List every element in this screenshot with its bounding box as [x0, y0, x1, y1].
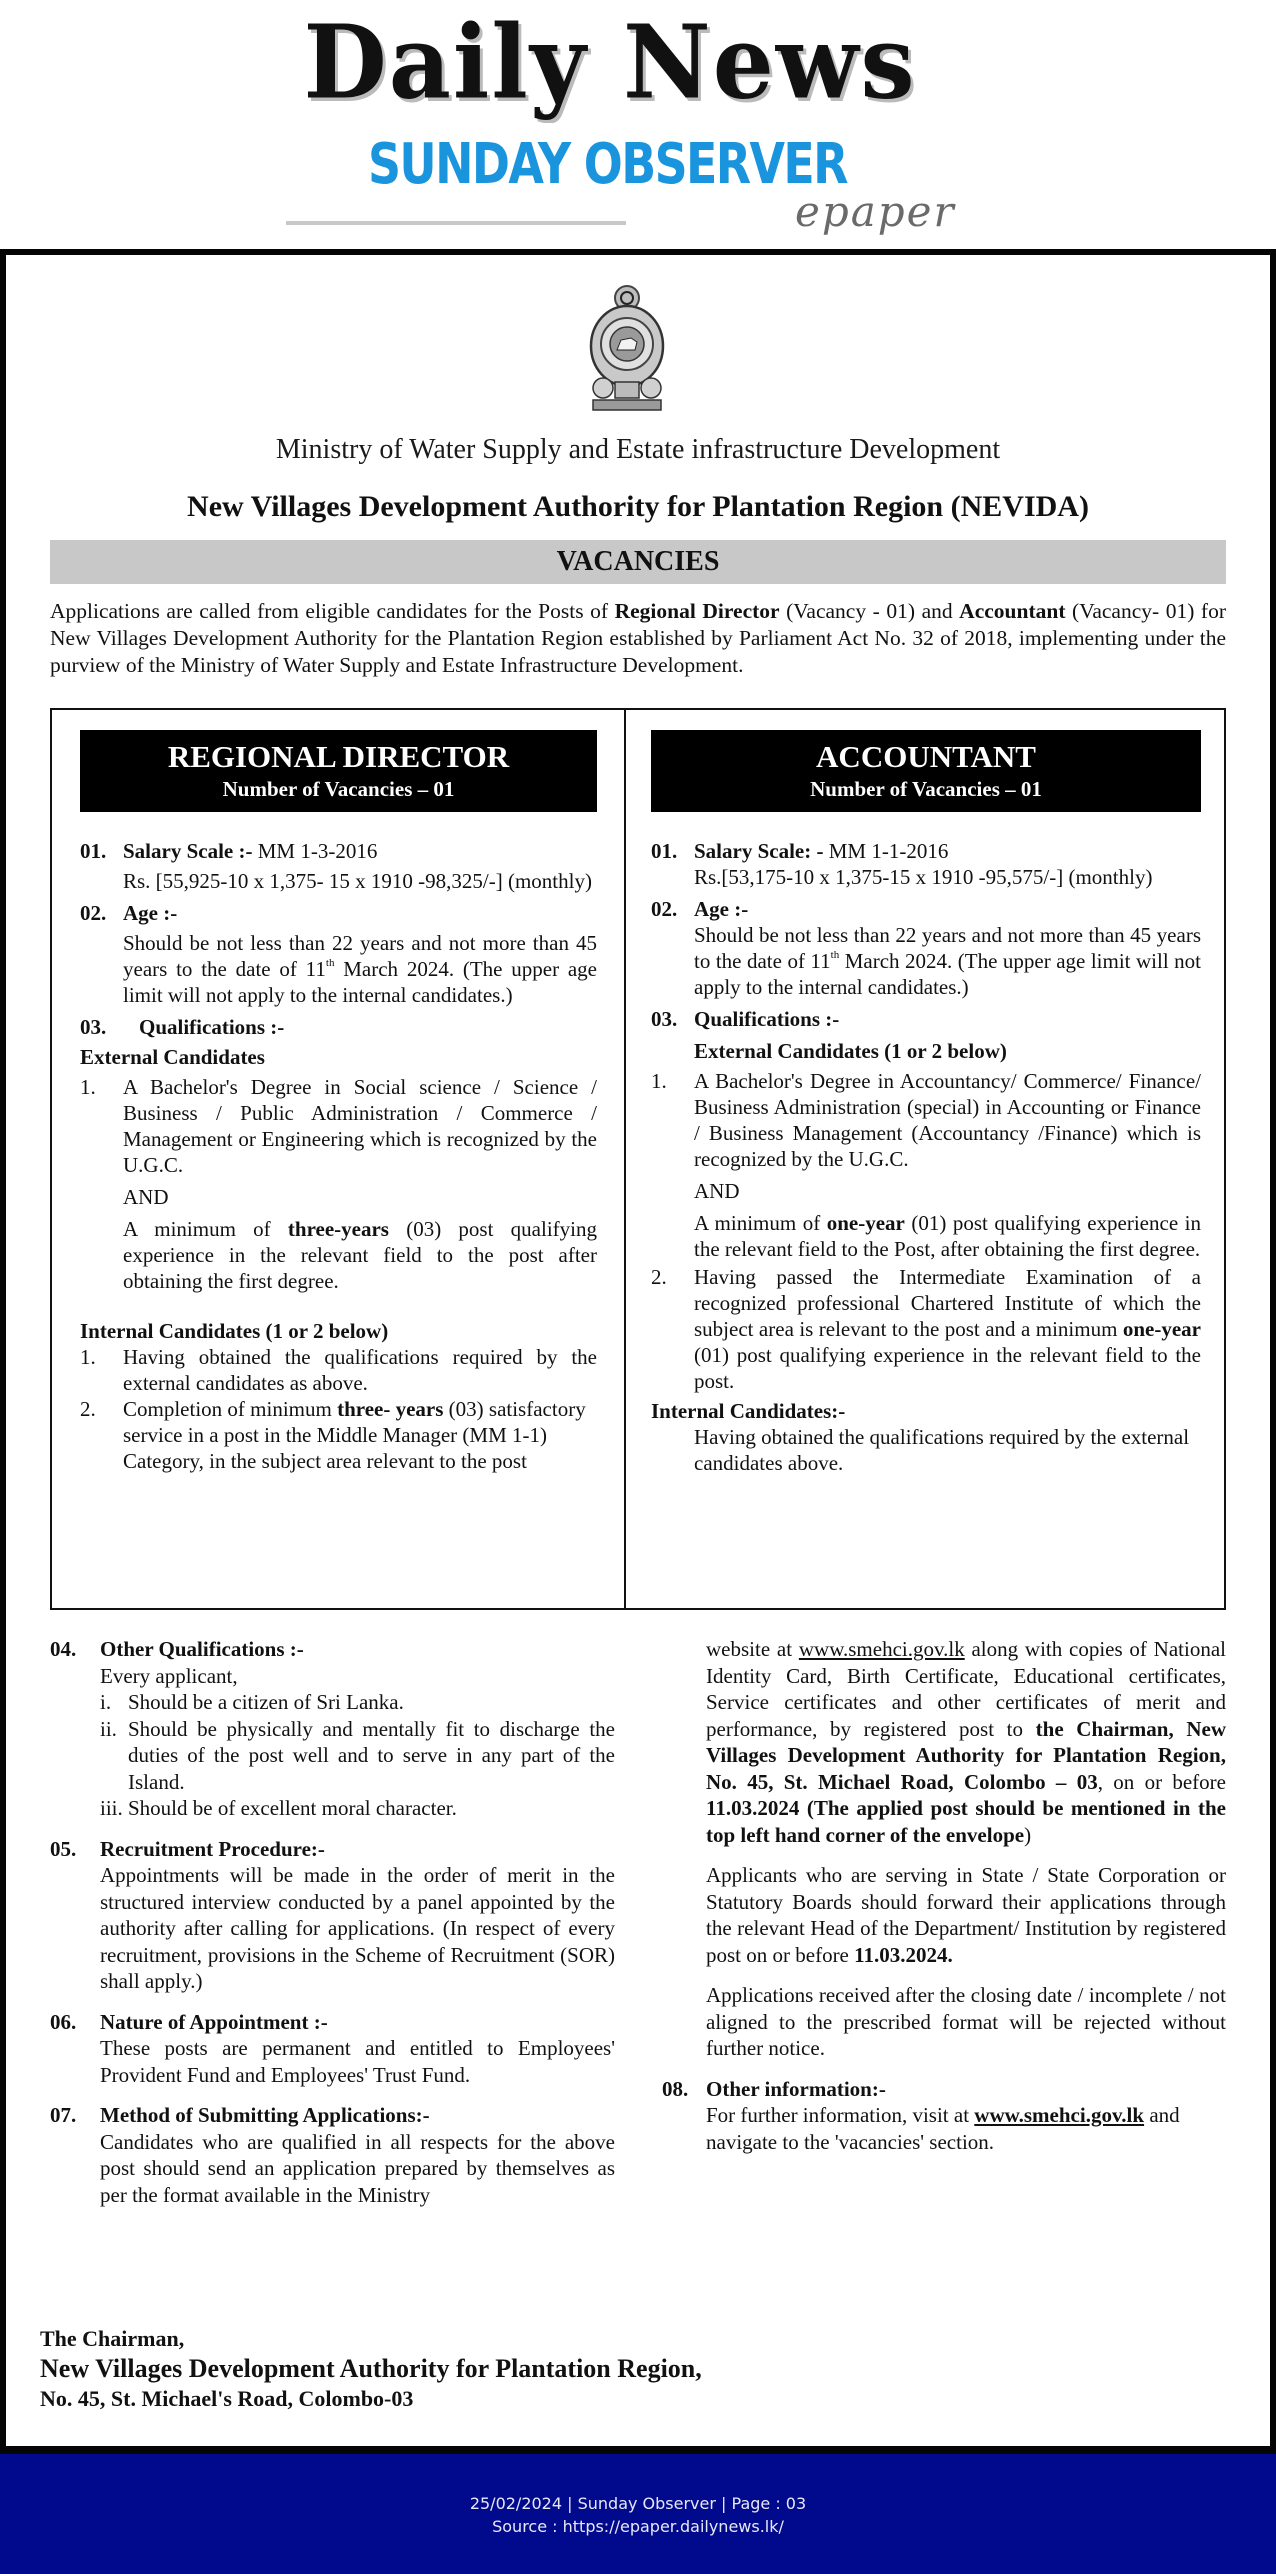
intro-text: Applications are called from eligible candidates for the Posts of — [50, 599, 615, 623]
item-text-c: (01) post qualifying experience in the relevant field to the post. — [694, 1343, 1201, 1393]
section-number: 01. — [80, 839, 107, 863]
external-candidates-heading: External Candidates (1 or 2 below) — [694, 1039, 1007, 1063]
salary-scale: MM 1-3-2016 — [252, 839, 378, 863]
item-text: Having obtained the qualifications required by the external candidates as above. — [123, 1345, 597, 1395]
text: along with copies of National Identity Card, Birth Certificate, Educational certificates, Service certificates and other certificates of merit and performance, by registered post to — [706, 1637, 1226, 1741]
other-qualifications-section — [50, 1636, 615, 1822]
list-item — [651, 1264, 1201, 1394]
external-candidates-heading: External Candidates — [80, 1045, 265, 1069]
section-number: 07. — [50, 2103, 77, 2127]
item-text: A Bachelor's Degree in Accountancy/ Commerce/ Finance/ Business Administration (special) in Accounting or Finance / Business Management (Accountancy /Finance) which is recognized by the U.G.C. — [694, 1069, 1201, 1171]
intro-post-regional-director: Regional Director — [614, 599, 780, 623]
vacancy-count: Number of Vacancies – 01 — [810, 777, 1042, 801]
section-label: Nature of Appointment :- — [100, 2009, 328, 2034]
salary-scale: MM 1-1-2016 — [823, 839, 949, 863]
qualifications-label: Qualifications :- — [139, 1015, 285, 1039]
item-text: A Bachelor's Degree in Social science / Science / Business / Public Administration / Commerce / Management or Engineering which is recognized by the U.G.C. — [123, 1075, 597, 1177]
item-text-a: Having passed the Intermediate Examination of a recognized professional Chartered Institute of which the subject area is relevant to the post and a minimum — [694, 1265, 1201, 1341]
ordinal-suffix: th — [830, 949, 840, 961]
text: , on or before — [1097, 1769, 1226, 1794]
text: website at — [706, 1637, 799, 1661]
age-text-a: Should be not less than 22 years and not more than 45 years to the date of 11 — [694, 923, 1201, 973]
other-information-section — [656, 2076, 1226, 2156]
footer — [0, 2454, 1276, 2574]
section-lead: Every applicant, — [100, 1663, 238, 1688]
section-text: These posts are permanent and entitled to Employees' Provident Fund and Employees' Trust Fund. — [100, 2036, 615, 2087]
section-number: 08. — [662, 2076, 689, 2101]
text: ) — [1024, 1822, 1032, 1847]
qualifications-section — [80, 1014, 597, 1040]
regional-director-header — [80, 730, 597, 812]
envelope-note: (The applied post should be mentioned in the top left hand corner of the envelope — [706, 1796, 1226, 1847]
item-text: Should be physically and mentally fit to discharge the duties of the post well and to serve in any part of the Island. — [128, 1716, 615, 1794]
vacancies-banner: VACANCIES — [50, 540, 1226, 584]
age-section — [651, 896, 1201, 1000]
list-item — [651, 1068, 1201, 1172]
closing-date: 11.03.2024. — [854, 1942, 953, 1967]
salary-section — [80, 838, 597, 894]
salary-section — [651, 838, 1201, 890]
qualifications-section — [651, 1006, 1201, 1064]
text: Applicants who are serving in State / State Corporation or Statutory Boards should forward their applications through the relevant Head of the Department/ Institution by registered post on or before — [706, 1863, 1226, 1967]
age-label: Age :- — [694, 897, 749, 921]
experience-requirement — [80, 1216, 597, 1294]
intro-text: (Vacancy- 01) for New Villages Development Authority for the Plantation Region established by Parliament Act No. 32 of 2018, implementing under the purview of the Ministry of Water Supply and Estate Infrastructure Development. — [50, 599, 1226, 677]
accountant-header — [651, 730, 1201, 812]
section-label: Other Qualifications :- — [100, 1637, 304, 1661]
recruitment-procedure-section — [50, 1836, 615, 1995]
national-emblem-icon — [587, 284, 667, 414]
list-item — [80, 1344, 597, 1396]
qualifications-label: Qualifications :- — [694, 1007, 840, 1031]
signatory-address: No. 45, St. Michael's Road, Colombo-03 — [40, 2386, 414, 2411]
masthead-rule — [286, 221, 626, 225]
nature-of-appointment-section — [50, 2009, 615, 2089]
item-text-c: (03) satisfactory service in a post in the Middle Manager (MM 1-1) Category, in the subject area relevant to the post — [123, 1397, 586, 1473]
item-text: Should be a citizen of Sri Lanka. — [128, 1690, 404, 1714]
age-text-a: Should be not less than 22 years and not more than 45 years to the date of 11 — [123, 931, 597, 981]
section-number: 03. — [651, 1007, 678, 1031]
ministry-name: Ministry of Water Supply and Estate infrastructure Development — [275, 434, 1001, 465]
exp-text: A minimum of — [123, 1217, 288, 1241]
rejection-notice: Applications received after the closing date / incomplete / not aligned to the prescribed format will be rejected without further notice. — [706, 1983, 1226, 2060]
text: For further information, visit at — [706, 2103, 975, 2127]
section-label: Other information:- — [706, 2076, 886, 2101]
list-item — [80, 1074, 597, 1178]
item-number: 1. — [80, 1075, 96, 1099]
and-connector: AND — [694, 1179, 740, 1203]
salary-range: Rs.[53,175-10 x 1,375-15 x 1910 -95,575/-] (monthly) — [694, 865, 1153, 889]
intro-text: (Vacancy - 01) and — [779, 599, 960, 623]
age-text — [694, 922, 1201, 1000]
section-number: 04. — [50, 1637, 77, 1661]
item-duration: three- years — [337, 1397, 444, 1421]
submission-method-section — [50, 2102, 615, 2208]
website-link[interactable]: www.smehci.gov.lk — [974, 2103, 1145, 2127]
state-applicants-paragraph — [706, 1862, 1226, 1968]
general-conditions-right — [662, 1636, 1226, 2155]
exp-text: (03) post qualifying experience in the relevant field to the post after obtaining the first degree. — [123, 1217, 597, 1293]
item-number: 1. — [80, 1345, 96, 1369]
age-text-b: March 2024. (The upper age limit will not apply to the internal candidates.) — [694, 949, 1201, 999]
signature-block — [40, 2324, 702, 2414]
section-text: Appointments will be made in the order of merit in the structured interview conducted by a panel appointed by the authority after calling for applications. (In respect of every recruitment, provisions in the Scheme of Recruitment (SOR) shall apply.) — [100, 1863, 615, 1993]
intro-post-accountant: Accountant — [959, 599, 1066, 623]
item-number: 1. — [651, 1069, 667, 1093]
exp-duration: three-years — [287, 1217, 389, 1241]
internal-candidates-heading: Internal Candidates:- — [651, 1399, 846, 1423]
section-number: 05. — [50, 1836, 77, 1861]
item-text — [694, 1264, 1201, 1394]
section-number: 06. — [50, 2009, 77, 2034]
authority-name: New Villages Development Authority for Plantation Region (NEVIDA) — [187, 490, 1089, 523]
salary-range: Rs. [55,925-10 x 1,375- 15 x 1910 -98,325/-] (monthly) — [123, 869, 592, 893]
masthead-title: Daily News — [303, 3, 917, 122]
internal-candidates-heading: Internal Candidates (1 or 2 below) — [80, 1319, 389, 1343]
job-title: REGIONAL DIRECTOR — [167, 739, 510, 774]
section-number: 01. — [651, 839, 678, 863]
age-text-b: March 2024. (The upper age limit will not apply to the internal candidates.) — [123, 957, 597, 1007]
postal-address: the Chairman, New Villages Development Authority for Plantation Region, No. 45, St. Michael Road, Colombo – 03 — [706, 1716, 1226, 1794]
experience-requirement — [651, 1210, 1201, 1262]
masthead-subtitle: SUNDAY OBSERVER — [368, 132, 847, 197]
and-connector: AND — [123, 1185, 169, 1209]
list-item — [80, 1396, 597, 1474]
ordinal-suffix: th — [325, 957, 335, 969]
vacancy-count: Number of Vacancies – 01 — [222, 777, 455, 801]
column-divider — [624, 708, 626, 1610]
text: and navigate to the 'vacancies' section. — [706, 2103, 1180, 2154]
masthead-tagline: epaper — [795, 187, 956, 236]
age-section — [80, 900, 597, 1008]
exp-text: A minimum of — [694, 1211, 827, 1235]
general-conditions-left — [50, 1636, 615, 2222]
age-label: Age :- — [123, 901, 178, 925]
item-text-a: Completion of minimum — [123, 1397, 338, 1421]
job-title: ACCOUNTANT — [816, 739, 1036, 774]
item-number: i. — [100, 1690, 112, 1714]
intro-paragraph — [50, 598, 1226, 679]
salary-label: Salary Scale: - — [694, 839, 824, 863]
item-duration: one-year — [1122, 1317, 1201, 1341]
list-item — [100, 1795, 615, 1822]
item-number: 2. — [651, 1265, 667, 1289]
exp-duration: one-year — [826, 1211, 905, 1235]
item-text — [123, 1396, 597, 1474]
signatory-organization: New Villages Development Authority for Plantation Region, — [40, 2354, 702, 2383]
section-text: Candidates who are qualified in all respects for the above post should send an application prepared by themselves as per the format available in the Ministry — [100, 2129, 615, 2207]
section-number: 02. — [651, 897, 678, 921]
item-text: Should be of excellent moral character. — [128, 1796, 457, 1820]
section-number: 03. — [80, 1015, 107, 1039]
item-number: 2. — [80, 1397, 96, 1421]
section-label: Method of Submitting Applications:- — [100, 2103, 430, 2127]
source-link[interactable]: Source : https://epaper.dailynews.lk/ — [492, 2517, 784, 2536]
submission-continued — [706, 1636, 1226, 1848]
masthead — [270, 0, 1030, 240]
signatory-title: The Chairman, — [40, 2326, 185, 2351]
list-item — [100, 1716, 615, 1796]
internal-candidates-text: Having obtained the qualifications required by the external candidates above. — [694, 1425, 1190, 1475]
ministry-website-link[interactable]: www.smehci.gov.lk — [798, 1637, 965, 1661]
item-number: ii. — [100, 1716, 117, 1741]
item-number: iii. — [100, 1796, 123, 1820]
exp-text: (01) post qualifying experience in the relevant field to the Post, after obtaining the first degree. — [694, 1211, 1201, 1261]
salary-label: Salary Scale :- — [123, 839, 253, 863]
age-text — [123, 930, 597, 1008]
regional-director-column — [80, 708, 597, 1474]
publication-info: 25/02/2024 | Sunday Observer | Page : 03 — [469, 2494, 807, 2513]
list-item — [100, 1689, 615, 1716]
accountant-column — [651, 708, 1201, 1476]
closing-date: 11.03.2024 — [706, 1796, 800, 1820]
section-number: 02. — [80, 901, 107, 925]
section-label: Recruitment Procedure:- — [100, 1836, 325, 1861]
